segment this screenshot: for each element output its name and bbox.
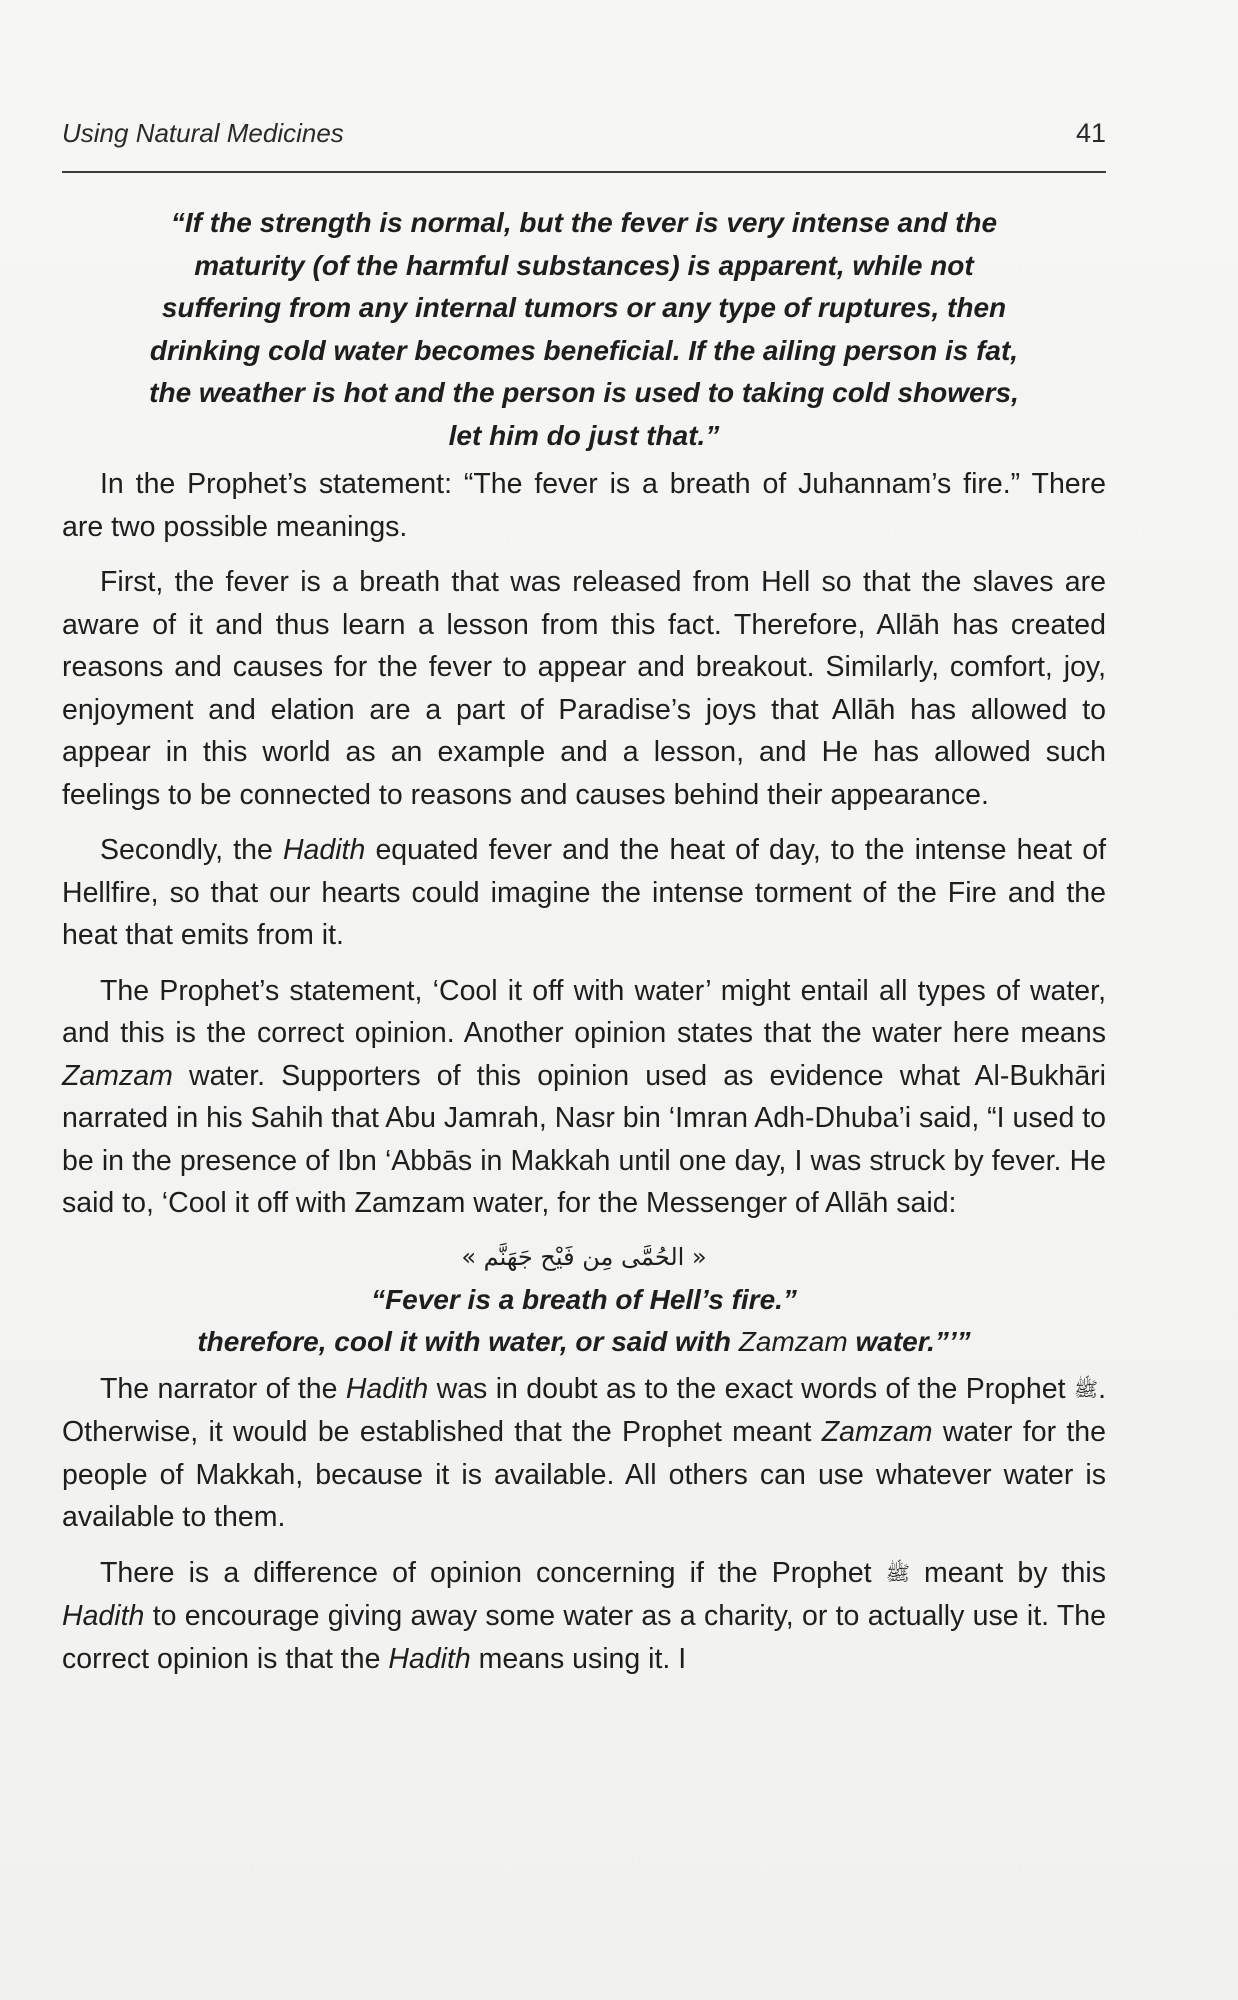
- hadith-line-1: “Fever is a breath of Hell’s fire.”: [371, 1283, 797, 1315]
- paragraph-narrator-doubt: [62, 1368, 1106, 1539]
- quote-line: let him do just that.”: [448, 419, 720, 451]
- header-rule: [62, 171, 1106, 173]
- paragraph-text: water for the people of Makkah, because it is available. All others can use whatever water is available to them.: [62, 1416, 1106, 1534]
- opening-quote: [62, 202, 1106, 457]
- arabic-hadith: « الحُمَّى مِن فَيْح جَهَنَّم »: [461, 1242, 707, 1271]
- page-number: 41: [1075, 118, 1106, 148]
- hadith-line-2: [62, 1321, 1106, 1364]
- italic-term: Zamzam: [62, 1059, 173, 1092]
- italic-term: Hadith: [388, 1642, 471, 1675]
- quote-line: suffering from any internal tumors or any type of ruptures, then: [161, 292, 1007, 323]
- paragraph-text: means using it. I: [470, 1642, 687, 1675]
- quote-line: drinking cold water becomes beneficial. If the ailing person is fat,: [149, 334, 1019, 366]
- paragraph-second-meaning: [62, 829, 1106, 957]
- paragraph-first-meaning: [62, 561, 1106, 816]
- paragraph-difference-of-opinion: [62, 1552, 1106, 1681]
- salutation-icon: ﷺ: [1073, 1378, 1099, 1401]
- hadith-translation: [62, 1279, 1106, 1364]
- salutation-icon: ﷺ: [885, 1562, 910, 1585]
- quote-line: maturity (of the harmful substances) is apparent, while not: [194, 249, 974, 281]
- paragraph-text: In the Prophet’s statement: “The fever is a breath of Juhannam’s fire.” There are two possible meanings.: [62, 468, 1106, 543]
- paragraph-text: First, the fever is a breath that was released from Hell so that the slaves are aware of it and thus learn a lesson from this fact. Therefore, Allāh has created reasons and causes for the fever to appear and breakout. Similarly, comfort, joy, enjoyment and elation are a part of Paradise’s joys that Allāh has allowed to appear in this world as an example and a lesson, and He has allowed such feelings to be connected to reasons and causes behind their appearance.: [62, 566, 1106, 811]
- hadith-text: therefore, cool it with water, or said with: [197, 1326, 739, 1357]
- paragraph-text: to encourage giving away some water as a charity, or to actually use it. The correct opinion is that the: [62, 1600, 1106, 1675]
- paragraph-text: . Otherwise, it would be established that the Prophet meant: [62, 1372, 1106, 1449]
- paragraph-text: equated fever and the heat of day, to the intense heat of Hellfire, so that our hearts could imagine the intense torment of the Fire and the heat that emits from it.: [62, 834, 1106, 951]
- hadith-text: water.”’”: [847, 1326, 971, 1357]
- paragraph-meanings: [62, 463, 1106, 548]
- paragraph-text: The narrator of the: [100, 1372, 346, 1405]
- italic-term: Hadith: [345, 1372, 429, 1405]
- paragraph-text: There is a difference of opinion concerning if the Prophet: [100, 1556, 886, 1589]
- paragraph-text: was in doubt as to the exact words of the Prophet: [428, 1372, 1074, 1405]
- paragraph-cool-it-off: [62, 970, 1106, 1225]
- paragraph-text: Secondly, the: [100, 834, 283, 866]
- paragraph-text: water. Supporters of this opinion used as evidence what Al-Bukhāri narrated in his Sahih that Abu Jamrah, Nasr bin ‘Imran Adh-Dhuba’i said, “I used to be in the presence of Ibn ‘Abbās in Makkah until one day, I was struck by fever. He said to, ‘Cool it off with Zamzam water, for the Messenger of Allāh said:: [62, 1059, 1106, 1219]
- quote-line: the weather is hot and the person is used to taking cold showers,: [149, 377, 1019, 408]
- running-head: Using Natural Medicines: [62, 118, 344, 148]
- page-header: [62, 112, 1106, 156]
- italic-term: Zamzam: [738, 1326, 848, 1357]
- quote-line: “If the strength is normal, but the fever is very intense and the: [170, 207, 998, 238]
- page-body: [62, 202, 1106, 1680]
- paragraph-text: The Prophet’s statement, ‘Cool it off with water’ might entail all types of water, and this is the correct opinion. Another opinion states that the water here means: [62, 974, 1106, 1049]
- italic-term: Zamzam: [821, 1416, 933, 1449]
- paragraph-text: meant by this: [909, 1556, 1106, 1589]
- italic-term: Hadith: [62, 1600, 145, 1633]
- italic-term: Hadith: [282, 834, 366, 866]
